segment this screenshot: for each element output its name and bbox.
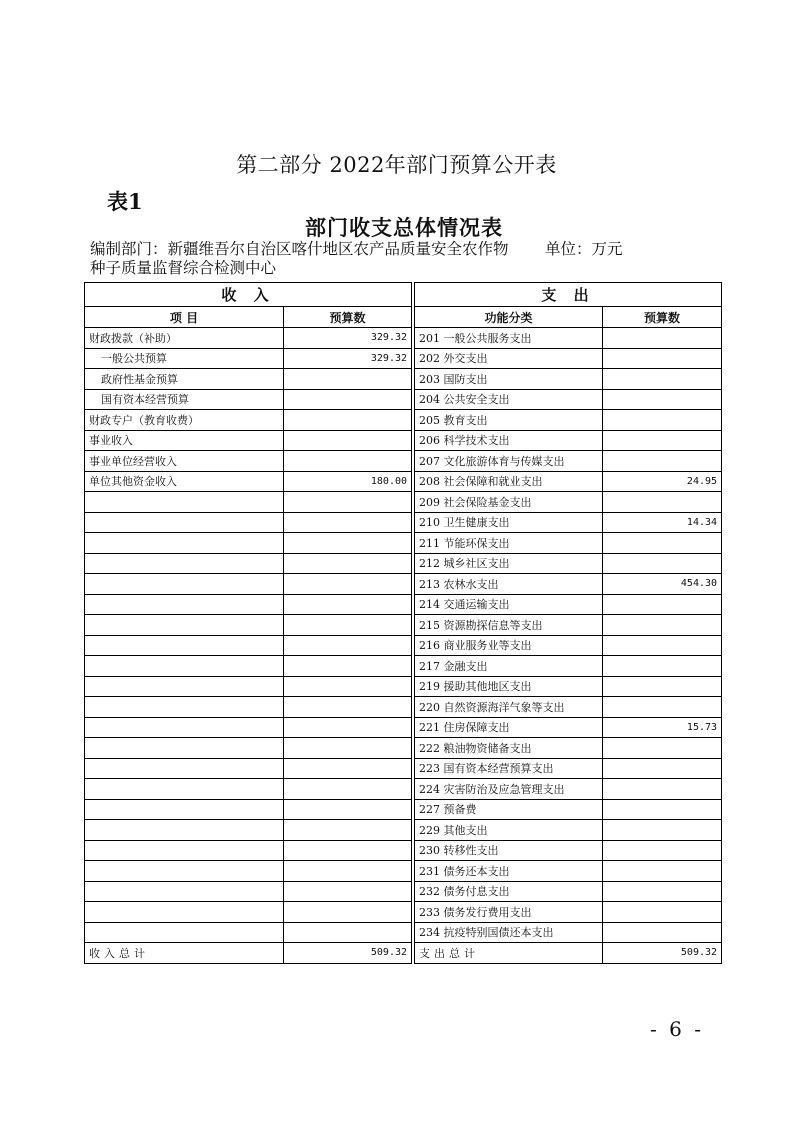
table-row [85, 512, 722, 533]
expense-item-cell: 209 社会保险基金支出 [415, 492, 603, 513]
expense-value-cell [603, 697, 722, 718]
income-item-cell [85, 676, 284, 697]
income-value-cell [284, 922, 412, 943]
expense-item-cell: 204 公共安全支出 [415, 389, 603, 410]
expense-item-cell: 231 债务还本支出 [415, 861, 603, 882]
expense-value-cell [603, 656, 722, 677]
income-item-cell [85, 840, 284, 861]
expense-item-cell: 221 住房保障支出 [415, 717, 603, 738]
expense-value-cell [603, 369, 722, 390]
table-number: 表1 [107, 189, 143, 214]
expense-item-cell: 223 国有资本经营预算支出 [415, 758, 603, 779]
income-value-cell [284, 553, 412, 574]
income-item-cell [85, 717, 284, 738]
income-item-cell [85, 881, 284, 902]
expense-value-cell: 14.34 [603, 512, 722, 533]
table-row [85, 369, 722, 390]
table-row [85, 881, 722, 902]
income-value-cell [284, 676, 412, 697]
expense-item-cell: 205 教育支出 [415, 410, 603, 431]
income-value-cell [284, 615, 412, 636]
table-row [85, 430, 722, 451]
income-item-cell [85, 861, 284, 882]
income-item-cell [85, 779, 284, 800]
table-row [85, 922, 722, 943]
income-value-cell [284, 758, 412, 779]
income-value-cell [284, 738, 412, 759]
expense-item-cell: 227 预备费 [415, 799, 603, 820]
expense-value-cell: 24.95 [603, 471, 722, 492]
table-row [85, 738, 722, 759]
expense-value-cell [603, 451, 722, 472]
expense-section-header: 支 出 [415, 283, 722, 307]
table-row [85, 471, 722, 492]
expense-value-cell [603, 840, 722, 861]
income-item-cell [85, 922, 284, 943]
income-item-cell [85, 820, 284, 841]
table-row [85, 348, 722, 369]
income-value-cell [284, 451, 412, 472]
income-item-cell: 政府性基金预算 [85, 369, 284, 390]
table-row [85, 451, 722, 472]
income-item-cell: 事业收入 [85, 430, 284, 451]
income-value-cell [284, 492, 412, 513]
income-item-cell: 财政专户（教育收费） [85, 410, 284, 431]
income-value-cell [284, 389, 412, 410]
section-header-row [85, 283, 722, 307]
table-row [85, 758, 722, 779]
page-number: - 6 - [650, 1017, 704, 1041]
income-item-cell: 财政拨款（补助） [85, 328, 284, 349]
function-column-header: 功能分类 [415, 307, 603, 328]
expense-item-cell: 213 农林水支出 [415, 574, 603, 595]
income-budget-column-header: 预算数 [284, 307, 412, 328]
income-item-cell [85, 574, 284, 595]
expense-value-cell [603, 820, 722, 841]
income-item-cell [85, 492, 284, 513]
expense-item-cell: 229 其他支出 [415, 820, 603, 841]
income-item-cell [85, 902, 284, 923]
total-row [85, 943, 722, 964]
table-row [85, 799, 722, 820]
income-item-cell: 国有资本经营预算 [85, 389, 284, 410]
income-value-cell [284, 799, 412, 820]
income-value-cell [284, 820, 412, 841]
expense-value-cell [603, 758, 722, 779]
table-row [85, 779, 722, 800]
expense-item-cell: 214 交通运输支出 [415, 594, 603, 615]
unit-label: 单位：万元 [545, 240, 623, 258]
expense-total-label: 支出总计 [415, 943, 603, 964]
expense-item-cell: 207 文化旅游体育与传媒支出 [415, 451, 603, 472]
table-row [85, 389, 722, 410]
income-item-cell [85, 738, 284, 759]
compiling-department: 编制部门：新疆维吾尔自治区喀什地区农产品质量安全农作物种子质量监督综合检测中心 [90, 240, 509, 277]
income-section-header: 收 入 [85, 283, 412, 307]
income-item-cell [85, 656, 284, 677]
part-title: 第二部分 2022年部门预算公开表 [236, 153, 557, 177]
expense-value-cell: 454.30 [603, 574, 722, 595]
expense-item-cell: 201 一般公共服务支出 [415, 328, 603, 349]
column-header-row [85, 307, 722, 328]
item-column-header: 项 目 [85, 307, 284, 328]
table-row [85, 410, 722, 431]
expense-item-cell: 224 灾害防治及应急管理支出 [415, 779, 603, 800]
table-row [85, 635, 722, 656]
expense-item-cell: 206 科学技术支出 [415, 430, 603, 451]
expense-item-cell: 219 援助其他地区支出 [415, 676, 603, 697]
table-title: 部门收支总体情况表 [305, 215, 503, 240]
expense-item-cell: 211 节能环保支出 [415, 533, 603, 554]
income-value-cell [284, 717, 412, 738]
expense-item-cell: 230 转移性支出 [415, 840, 603, 861]
income-value-cell: 329.32 [284, 348, 412, 369]
income-value-cell [284, 656, 412, 677]
income-item-cell [85, 697, 284, 718]
expense-budget-column-header: 预算数 [603, 307, 722, 328]
expense-value-cell [603, 492, 722, 513]
income-value-cell: 329.32 [284, 328, 412, 349]
table-row [85, 840, 722, 861]
expense-value-cell [603, 328, 722, 349]
income-item-cell [85, 512, 284, 533]
expense-value-cell [603, 410, 722, 431]
income-value-cell [284, 533, 412, 554]
expense-value-cell [603, 861, 722, 882]
expense-value-cell [603, 902, 722, 923]
income-value-cell: 180.00 [284, 471, 412, 492]
income-value-cell [284, 574, 412, 595]
income-value-cell [284, 369, 412, 390]
expense-value-cell [603, 348, 722, 369]
budget-table [84, 282, 722, 964]
expense-total-value: 509.32 [603, 943, 722, 964]
expense-value-cell [603, 799, 722, 820]
expense-value-cell [603, 430, 722, 451]
income-value-cell [284, 410, 412, 431]
table-row [85, 656, 722, 677]
table-row [85, 594, 722, 615]
expense-item-cell: 203 国防支出 [415, 369, 603, 390]
expense-value-cell [603, 389, 722, 410]
table-row [85, 902, 722, 923]
income-value-cell [284, 840, 412, 861]
expense-item-cell: 215 资源勘探信息等支出 [415, 615, 603, 636]
income-value-cell [284, 512, 412, 533]
expense-value-cell [603, 594, 722, 615]
expense-item-cell: 234 抗疫特别国债还本支出 [415, 922, 603, 943]
expense-value-cell [603, 676, 722, 697]
expense-value-cell [603, 615, 722, 636]
expense-item-cell: 233 债务发行费用支出 [415, 902, 603, 923]
expense-value-cell [603, 922, 722, 943]
income-value-cell [284, 779, 412, 800]
income-value-cell [284, 430, 412, 451]
table-row [85, 861, 722, 882]
expense-value-cell [603, 533, 722, 554]
expense-item-cell: 208 社会保障和就业支出 [415, 471, 603, 492]
expense-item-cell: 232 债务付息支出 [415, 881, 603, 902]
table-row [85, 717, 722, 738]
table-row [85, 553, 722, 574]
expense-item-cell: 220 自然资源海洋气象等支出 [415, 697, 603, 718]
income-item-cell [85, 615, 284, 636]
expense-value-cell [603, 553, 722, 574]
table-row [85, 676, 722, 697]
income-value-cell [284, 902, 412, 923]
expense-item-cell: 212 城乡社区支出 [415, 553, 603, 574]
income-item-cell [85, 635, 284, 656]
expense-item-cell: 222 粮油物资储备支出 [415, 738, 603, 759]
income-item-cell [85, 758, 284, 779]
table-row [85, 533, 722, 554]
expense-item-cell: 202 外交支出 [415, 348, 603, 369]
income-value-cell [284, 635, 412, 656]
income-value-cell [284, 881, 412, 902]
income-item-cell [85, 553, 284, 574]
table-row [85, 820, 722, 841]
income-item-cell: 单位其他资金收入 [85, 471, 284, 492]
income-value-cell [284, 594, 412, 615]
expense-item-cell: 216 商业服务业等支出 [415, 635, 603, 656]
table-row [85, 615, 722, 636]
table-row [85, 328, 722, 349]
income-total-label: 收入总计 [85, 943, 284, 964]
expense-item-cell: 217 金融支出 [415, 656, 603, 677]
expense-value-cell [603, 738, 722, 759]
expense-item-cell: 210 卫生健康支出 [415, 512, 603, 533]
table-row [85, 492, 722, 513]
income-item-cell [85, 799, 284, 820]
expense-value-cell [603, 881, 722, 902]
income-item-cell: 一般公共预算 [85, 348, 284, 369]
expense-value-cell [603, 635, 722, 656]
table-row [85, 697, 722, 718]
expense-value-cell [603, 779, 722, 800]
table-row [85, 574, 722, 595]
income-item-cell: 事业单位经营收入 [85, 451, 284, 472]
income-item-cell [85, 594, 284, 615]
income-total-value: 509.32 [284, 943, 412, 964]
income-value-cell [284, 861, 412, 882]
income-item-cell [85, 533, 284, 554]
expense-value-cell: 15.73 [603, 717, 722, 738]
income-value-cell [284, 697, 412, 718]
